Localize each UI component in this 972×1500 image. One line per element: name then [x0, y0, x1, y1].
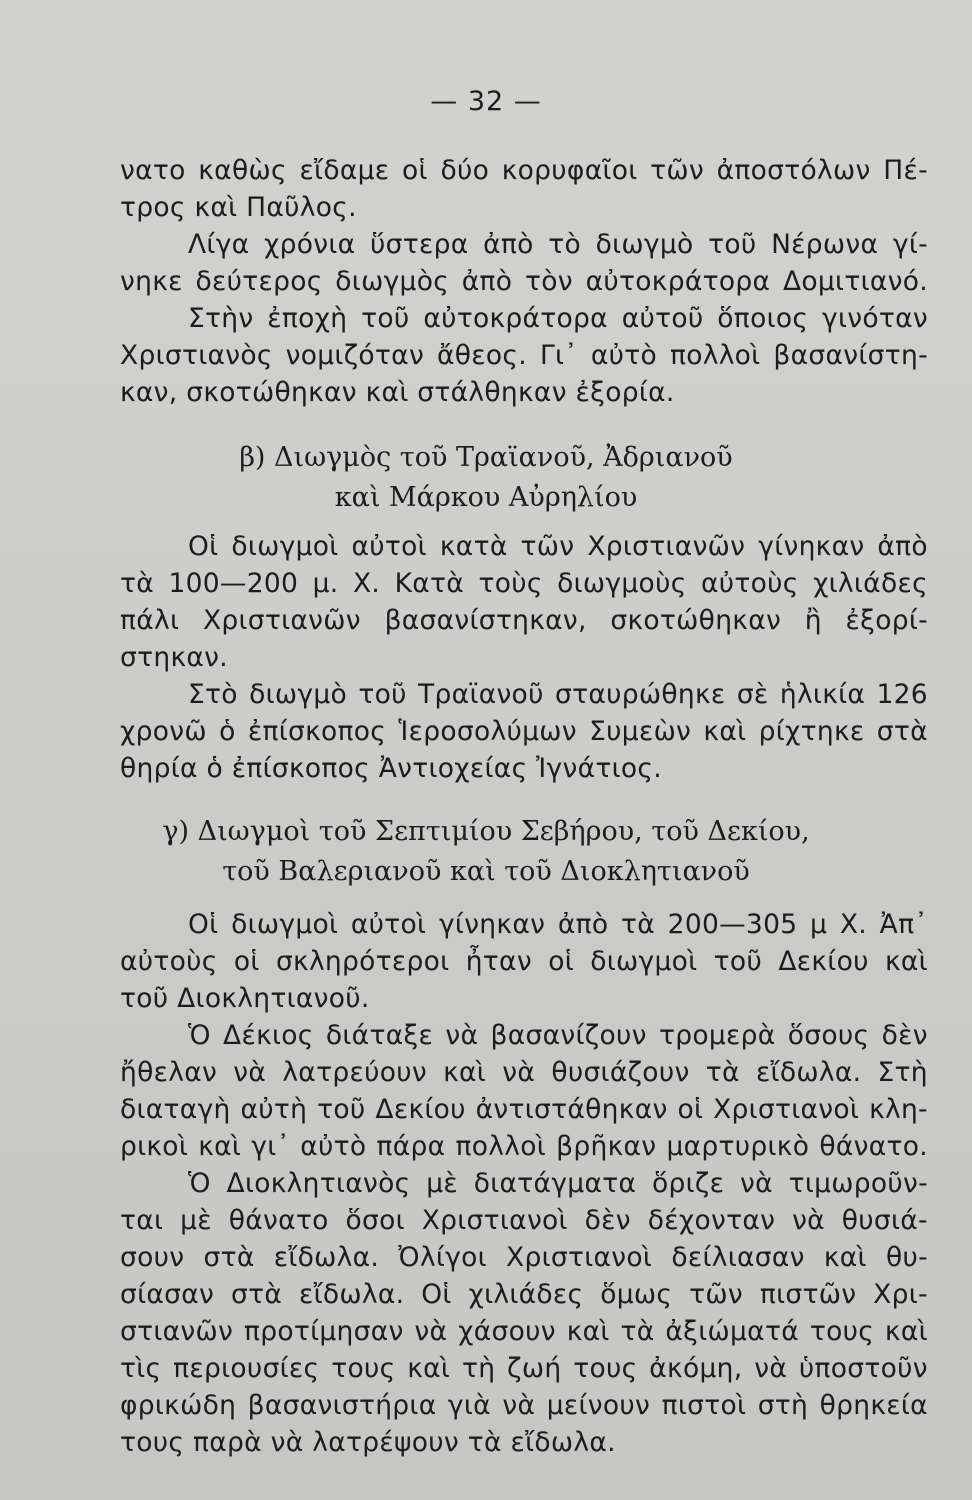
text-line: τὶς περιουσίες τους καὶ τὴ ζωή τους ἀκόμη, νὰ ὑποστοῦν — [120, 1353, 928, 1384]
text-line: τρος καὶ Παῦλος. — [120, 192, 357, 223]
heading-line: καὶ Μάρκου Αὐρηλίου — [334, 482, 638, 513]
text-line: διαταγὴ αὐτὴ τοῦ Δεκίου ἀντιστάθηκαν οἱ Χριστιανοὶ κλη- — [120, 1094, 928, 1125]
text-line: ται μὲ θάνατο ὅσοι Χριστιανοὶ δὲν δέχονταν νὰ θυσιά- — [120, 1205, 928, 1236]
heading-line: τοῦ Βαλεριανοῦ καὶ τοῦ Διοκλητιανοῦ — [222, 856, 750, 887]
text-line: τὰ 100—200 μ. Χ. Κατὰ τοὺς διωγμοὺς αὐτοὺς χιλιάδες — [120, 568, 928, 599]
text-line: στιανῶν προτίμησαν νὰ χάσουν καὶ τὰ ἀξιώματά τους καὶ — [120, 1316, 928, 1347]
text-line: πάλι Χριστιανῶν βασανίστηκαν, σκοτώθηκαν ἢ ἐξορί- — [120, 605, 928, 636]
text-line: νηκε δεύτερος διωγμὸς ἀπὸ τὸν αὐτοκράτορα Δομιτιανό. — [120, 266, 928, 297]
heading-line: β) Διωγμὸς τοῦ Τραϊανοῦ, Ἀδριανοῦ — [239, 442, 733, 473]
text-line: στηκαν. — [120, 642, 228, 673]
text-line: νατο καθὼς εἴδαμε οἱ δύο κορυφαῖοι τῶν ἀποστόλων Πέ- — [120, 155, 928, 186]
text-line: θηρία ὁ ἐπίσκοπος Ἀντιοχείας Ἰγνάτιος. — [120, 753, 662, 784]
section-heading-c — [0, 812, 972, 892]
section-c-body — [120, 906, 928, 1461]
text-line: Χριστιανὸς νομιζόταν ἄθεος. Γι᾽ αὐτὸ πολλοὶ βασανίστη- — [120, 340, 928, 371]
heading-line: γ) Διωγμοὶ τοῦ Σεπτιμίου Σεβήρου, τοῦ Δεκίου, — [162, 816, 810, 847]
section-heading-b — [0, 438, 972, 518]
text-line: ἤθελαν νὰ λατρεύουν καὶ νὰ θυσιάζουν τὰ εἴδωλα. Στὴ — [120, 1057, 928, 1088]
section-b-body — [120, 528, 928, 787]
text-line: Οἱ διωγμοὶ αὐτοὶ κατὰ τῶν Χριστιανῶν γίνηκαν ἀπὸ — [188, 531, 928, 562]
text-line: Λίγα χρόνια ὕστερα ἀπὸ τὸ διωγμὸ τοῦ Νέρωνα γί- — [188, 229, 928, 260]
text-line: Οἱ διωγμοὶ αὐτοὶ γίνηκαν ἀπὸ τὰ 200—305 μ Χ. Ἀπ᾽ — [188, 909, 928, 940]
text-line: σίασαν στὰ εἴδωλα. Οἱ χιλιάδες ὅμως τῶν πιστῶν Χρι- — [120, 1279, 928, 1310]
text-line: φρικώδη βασανιστήρια γιὰ νὰ μείνουν πιστοὶ στὴ θρηκεία — [120, 1390, 928, 1421]
text-line: Στὸ διωγμὸ τοῦ Τραϊανοῦ σταυρώθηκε σὲ ἡλικία 126 — [188, 679, 928, 710]
text-line: τοῦ Διοκλητιανοῦ. — [120, 983, 370, 1014]
text-line: σουν στὰ εἴδωλα. Ὀλίγοι Χριστιανοὶ δείλιασαν καὶ θυ- — [120, 1242, 928, 1273]
text-line: Ὁ Διοκλητιανὸς μὲ διατάγματα ὅριζε νὰ τιμωροῦν- — [188, 1168, 928, 1199]
text-line: αὐτοὺς οἱ σκληρότεροι ἦταν οἱ διωγμοὶ τοῦ Δεκίου καὶ — [120, 946, 928, 977]
text-line: Ὁ Δέκιος διάταξε νὰ βασανίζουν τρομερὰ ὅσους δὲν — [188, 1020, 928, 1051]
text-line: τους παρὰ νὰ λατρέψουν τὰ εἴδωλα. — [120, 1427, 616, 1458]
text-line: καν, σκοτώθηκαν καὶ στάλθηκαν ἐξορία. — [120, 377, 675, 408]
text-line: Στὴν ἐποχὴ τοῦ αὐτοκράτορα αὐτοῦ ὅποιος γινόταν — [188, 303, 928, 334]
page-number: — 32 — — [430, 86, 542, 117]
text-line: ρικοὶ καὶ γι᾽ αὐτὸ πάρα πολλοὶ βρῆκαν μαρτυρικὸ θάνατο. — [120, 1131, 928, 1162]
section-intro — [120, 152, 928, 411]
text-line: χρονῶ ὁ ἐπίσκοπος Ἱεροσολύμων Συμεὼν καὶ ρίχτηκε στὰ — [120, 716, 928, 747]
